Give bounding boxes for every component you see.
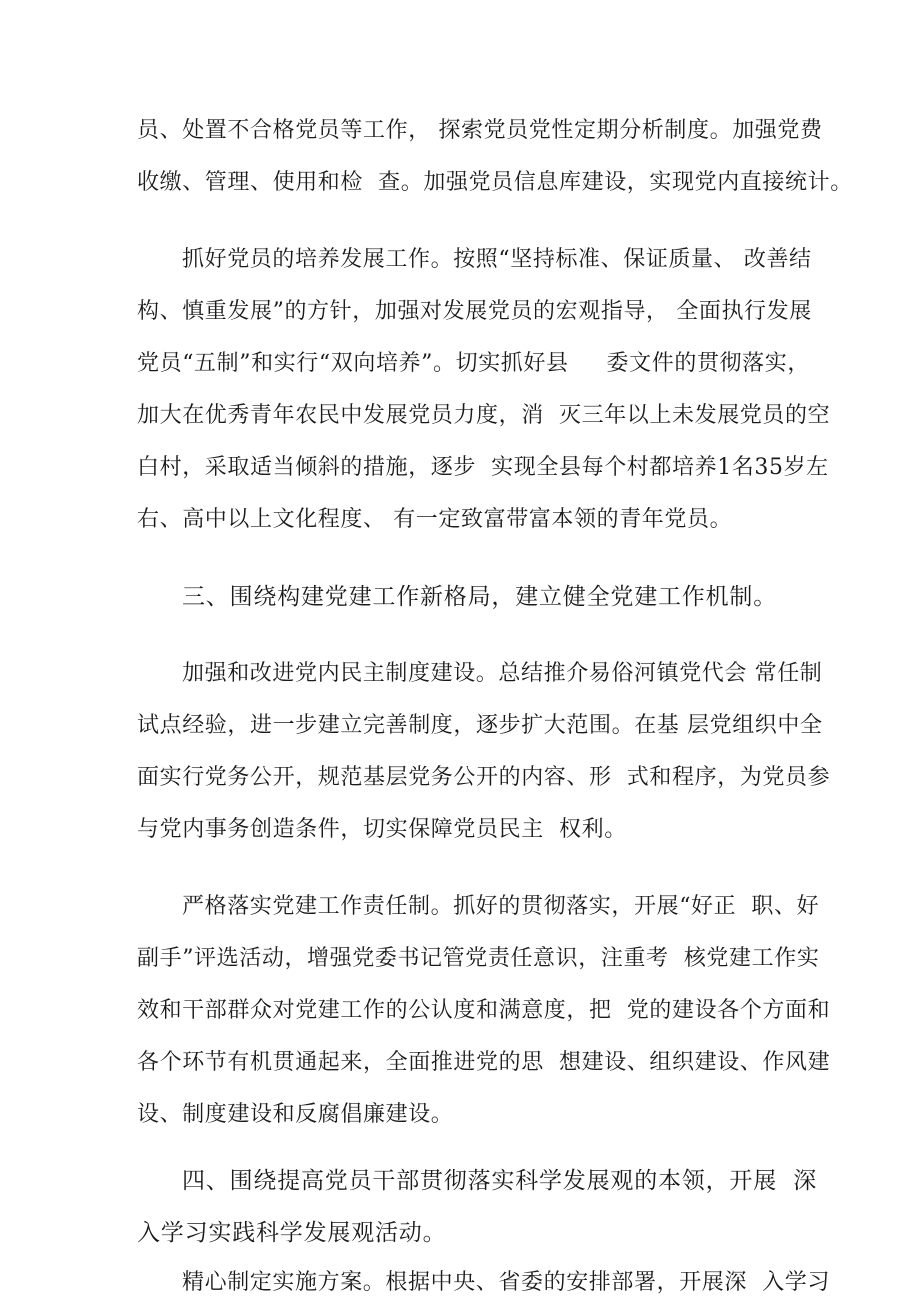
body-text-line: 右、高中以上文化程度、 有一定致富带富本领的青年党员。 xyxy=(137,507,733,532)
body-text-line: 各个环节有机贯通起来，全面推进党的思 想建设、组织建设、作风建 xyxy=(137,1050,831,1075)
paragraph-first-line: 精心制定实施方案。根据中央、省委的安排部署，开展深 入学习 xyxy=(182,1270,830,1295)
body-text-line: 效和干部群众对党建工作的公认度和满意度，把 党的建设各个方面和 xyxy=(137,998,831,1023)
paragraph-first-line: 抓好党员的培养发展工作。按照“坚持标准、保证质量、 改善结 xyxy=(182,247,812,272)
body-text-line: 构、慎重发展”的方针，加强对发展党员的宏观指导， 全面执行发展 xyxy=(137,299,812,324)
paragraph-first-line: 加强和改进党内民主制度建设。总结推介易俗河镇党代会 常任制 xyxy=(182,661,823,686)
body-text-line: 设、制度建设和反腐倡廉建设。 xyxy=(137,1102,454,1127)
section-heading-3: 三、围绕构建党建工作新格局，建立健全党建工作机制。 xyxy=(182,584,777,610)
body-text-line: 白村，采取适当倾斜的措施，逐步 实现全县每个村都培养1名35岁左 xyxy=(137,455,829,480)
body-text-line: 收缴、管理、使用和检 查。加强党员信息库建设，实现党内直接统计。 xyxy=(137,170,853,195)
body-text-line: 党员“五制”和实行“双向培养”。切实抓好县 委文件的贯彻落实， xyxy=(137,351,810,376)
body-text-line: 试点经验，进一步建立完善制度，逐步扩大范围。在基 层党组织中全 xyxy=(137,713,823,738)
section-heading-4: 四、围绕提高党员干部贯彻落实科学发展观的本领，开展 深 xyxy=(182,1168,818,1194)
body-text-line: 副手”评选活动，增强党委书记管党责任意识，注重考 核党建工作实 xyxy=(137,946,820,971)
body-text-line: 加大在优秀青年农民中发展党员力度，消 灭三年以上未发展党员的空 xyxy=(137,403,831,428)
body-text-line: 员、处置不合格党员等工作， 探索党员党性定期分析制度。加强党费 xyxy=(137,118,823,143)
body-text-line: 面实行党务公开，规范基层党务公开的内容、形 式和程序，为党员参 xyxy=(137,765,831,790)
body-text-line: 与党内事务创造条件，切实保障党员民主 权利。 xyxy=(137,817,627,842)
paragraph-first-line: 严格落实党建工作责任制。抓好的贯彻落实，开展“好正 职、好 xyxy=(182,894,820,919)
section-heading-4-continued: 入学习实践科学发展观活动。 xyxy=(137,1220,447,1246)
